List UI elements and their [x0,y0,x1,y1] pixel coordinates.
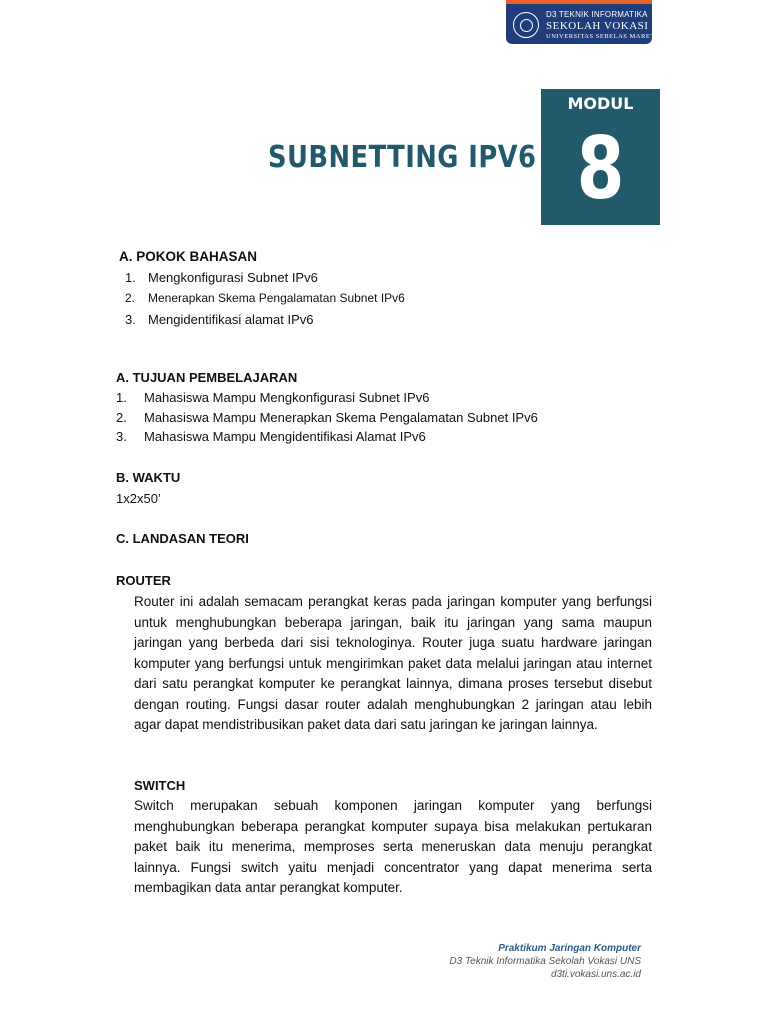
logo-line-1: D3 TEKNIK INFORMATIKA [546,10,648,19]
module-badge [541,89,660,225]
tujuan-item-1: Mahasiswa Mampu Mengkonfigurasi Subnet IPv6 [144,390,430,405]
router-paragraph: Router ini adalah semacam perangkat keras pada jaringan komputer yang berfungsi untuk menghubungkan beberapa jaringan, baik itu jaringan yang sama maupun jaringan yang berbeda dari sisi teknologinya. Router juga suatu hardware jaringan komputer yang berfungsi untuk mengirimkan paket data melalui jaringan atau internet dari satu perangkat komputer ke perangkat lainnya, dimana proses tersebut disebut dengan routing. Fungsi dasar router adalah menghubungkan 2 jaringan atau lebih agar dapat mendistribusikan paket data dari satu jaringan ke jaringan lainnya. [134,594,652,732]
university-seal-icon [513,12,539,38]
tujuan-item-2-num: 2. [116,410,127,425]
tujuan-item-2: Mahasiswa Mampu Menerapkan Skema Pengalamatan Subnet IPv6 [144,410,538,425]
pokok-item-1-num: 1. [125,270,136,285]
pokok-item-2-num: 2. [125,291,136,305]
landasan-heading: C. LANDASAN TEORI [116,531,249,546]
pokok-heading: A. POKOK BAHASAN [119,249,258,264]
footer-course: Praktikum Jaringan Komputer [498,943,641,954]
page-title: SUBNETTING IPV6 [268,140,537,175]
logo-line-3: UNIVERSITAS SEBELAS MARET [546,33,655,40]
router-heading: ROUTER [116,573,171,588]
pokok-item-2: Menerapkan Skema Pengalamatan Subnet IPv6 [148,291,405,305]
tujuan-heading: A. TUJUAN PEMBELAJARAN [116,370,298,385]
pokok-item-3: Mengidentifikasi alamat IPv6 [148,312,314,327]
switch-paragraph: Switch merupakan sebuah komponen jaringan komputer yang berfungsi menghubungkan beberapa perangkat komputer supaya bisa melakukan pertukaran paket baik itu menerima, memproses serta meneruskan data menuju perangkat lainnya. Fungsi switch yaitu menjadi concentrator yang dapat menerima serta membagikan data antar perangkat komputer. [134,798,652,895]
tujuan-item-1-num: 1. [116,390,127,405]
institution-logo [506,0,655,44]
tujuan-item-3-num: 3. [116,429,127,444]
footer-program: D3 Teknik Informatika Sekolah Vokasi UNS [449,956,641,967]
module-number: 8 [576,119,625,219]
page-footer [449,942,641,981]
switch-heading: SWITCH [134,778,186,793]
waktu-heading: B. WAKTU [116,470,181,485]
pokok-item-3-num: 3. [125,312,136,327]
footer-website: d3ti.vokasi.uns.ac.id [550,969,641,980]
logo-line-2: SEKOLAH VOKASI [546,20,649,32]
waktu-value: 1x2x50’ [116,491,161,506]
module-label: MODUL [567,94,634,113]
pokok-item-1: Mengkonfigurasi Subnet IPv6 [148,270,318,285]
tujuan-item-3: Mahasiswa Mampu Mengidentifikasi Alamat IPv6 [144,429,426,444]
